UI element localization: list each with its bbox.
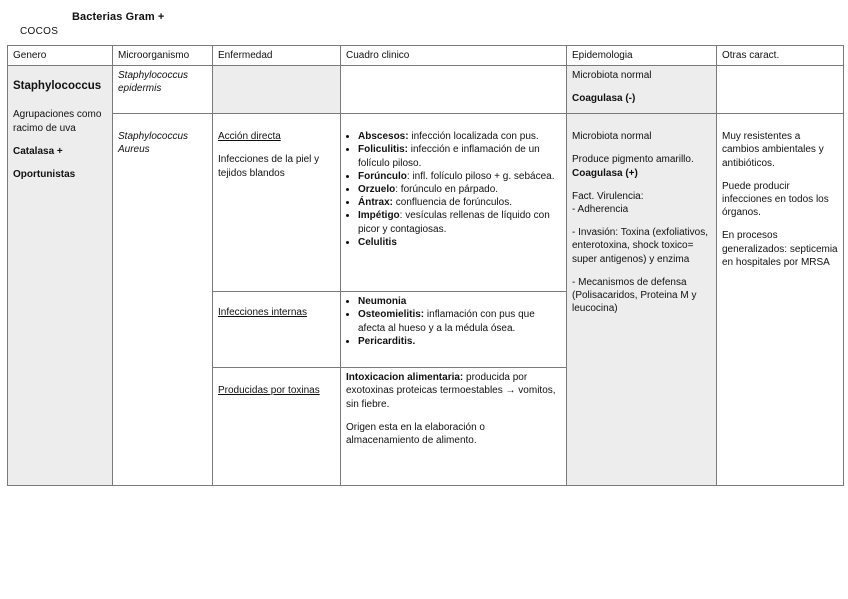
disease-desc: Infecciones de la piel y tejidos blandos <box>218 154 320 179</box>
epi-text: - Invasión: Toxina (exfoliativos, enterotoxina, shock toxico= super antigenos) y enzima <box>572 227 708 265</box>
list-item: • Ántrax: confluencia de forúnculos. <box>358 196 561 209</box>
header-enfermedad: Enfermedad <box>213 46 341 66</box>
header-genero: Genero <box>8 46 113 66</box>
clinico-epidermis <box>341 66 567 114</box>
genus-prop: Agrupaciones como racimo de uva <box>13 109 102 134</box>
list-item: • Celulitis <box>358 236 561 249</box>
list-item: • Impétigo: vesículas rellenas de líquido con picor y contagiosas. <box>358 209 561 235</box>
header-row <box>8 46 844 66</box>
epi-text: Coagulasa (+) <box>572 167 638 179</box>
page-subtitle: COCOS <box>20 26 59 37</box>
page-title: Bacterias Gram + <box>72 11 165 23</box>
microorganism-aureus: Staphylococcus Aureus <box>113 114 213 486</box>
disease-internas <box>213 292 341 368</box>
list-item: • Orzuelo: forúnculo en párpado. <box>358 183 561 196</box>
header-microorganismo: Microorganismo <box>113 46 213 66</box>
clinico-accion-directa <box>341 114 567 292</box>
genus-prop: Catalasa + <box>13 145 63 157</box>
clinico-internas <box>341 292 567 368</box>
disease-epidermis <box>213 66 341 114</box>
epi-epidermis <box>567 66 717 114</box>
epi-text: Microbiota normal <box>572 131 652 143</box>
clinico-list <box>346 295 561 348</box>
epi-text: Fact. Virulencia: <box>572 190 644 202</box>
list-item: • Osteomielitis: inflamación con pus que afecta al hueso y a la médula ósea. <box>358 308 561 334</box>
list-item: • Foliculitis: infección e inflamación de un folículo piloso. <box>358 143 561 169</box>
table-row <box>8 114 844 292</box>
header-cuadro-clinico: Cuadro clinico <box>341 46 567 66</box>
otras-text: En procesos generalizados: septicemia en hospitales por MRSA <box>722 230 838 268</box>
disease-toxinas <box>213 368 341 486</box>
list-item: • Neumonia <box>358 295 561 308</box>
list-item: • Abscesos: infección localizada con pus. <box>358 130 561 143</box>
header-epidemologia: Epidemologia <box>567 46 717 66</box>
otras-text: Muy resistentes a cambios ambientales y antibióticos. <box>722 131 824 169</box>
genus-cell <box>8 66 113 486</box>
clinico-toxinas <box>341 368 567 486</box>
disease-label: Acción directa <box>218 131 281 143</box>
genus-name: Staphylococcus <box>13 80 102 93</box>
epi-text: Produce pigmento amarillo. <box>572 154 694 166</box>
otras-epidermis <box>717 66 844 114</box>
disease-label: Producidas por toxinas <box>218 385 320 397</box>
epi-text: Coagulasa (-) <box>572 93 636 105</box>
toxinas-desc: Intoxicacion alimentaria: producida por exotoxinas proteicas termoestables → vomitos, sin fiebre. <box>346 372 556 410</box>
clinico-list <box>346 130 561 249</box>
disease-accion-directa <box>213 114 341 292</box>
bacteria-table <box>7 45 844 486</box>
disease-label: Infecciones internas <box>218 307 307 319</box>
list-item: • Forúnculo: infl. folículo piloso + g. sebácea. <box>358 170 561 183</box>
microorganism-epidermis: Staphylococcus epidermis <box>113 66 213 114</box>
epi-text: - Adherencia <box>572 203 629 215</box>
list-item: • Pericarditis. <box>358 335 561 348</box>
epi-text: Microbiota normal <box>572 70 652 82</box>
header-otras-caract: Otras caract. <box>717 46 844 66</box>
table-row <box>8 66 844 114</box>
toxinas-origin: Origen esta en la elaboración o almacenamiento de alimento. <box>346 421 485 446</box>
otras-text: Puede producir infecciones en todos los órganos. <box>722 180 829 219</box>
genus-prop: Oportunistas <box>13 168 76 180</box>
epi-text: - Mecanismos de defensa (Polisacaridos, Proteina M y leucocina) <box>572 276 697 315</box>
epi-aureus <box>567 114 717 486</box>
otras-aureus <box>717 114 844 486</box>
